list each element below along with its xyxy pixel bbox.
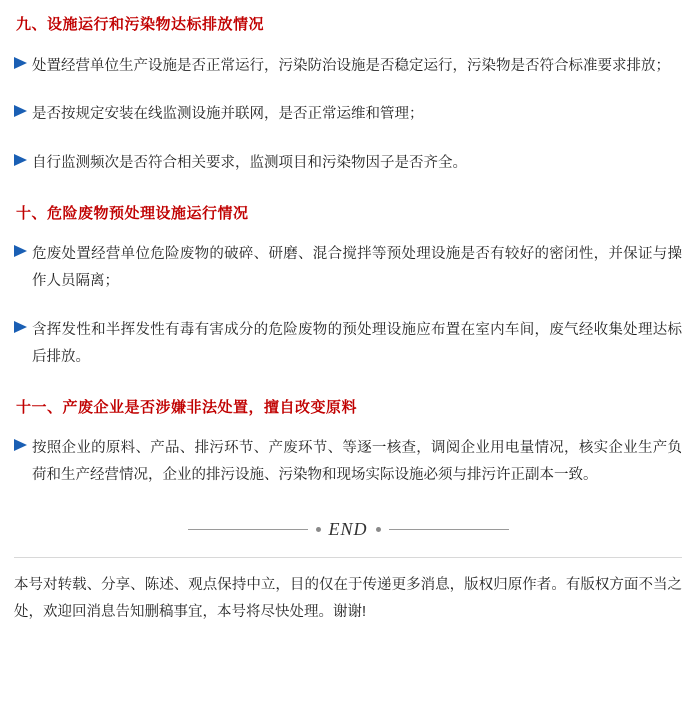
triangle-bullet-icon [14,53,30,69]
triangle-bullet-icon [14,150,30,166]
triangle-bullet-icon [14,435,30,451]
footer-divider [14,557,682,558]
section-heading-11: 十一、产废企业是否涉嫌非法处置，擅自改变原料 [16,398,358,416]
list-item-text: 是否按规定安装在线监测设施并联网，是否正常运维和管理； [32,106,424,123]
list-item [14,150,682,177]
list-item [14,317,682,371]
end-label: END [328,519,368,540]
list-item-text: 自行监测频次是否符合相关要求，监测项目和污染物因子是否齐全。 [32,155,467,172]
list-item-text: 危废处置经营单位危险废物的破碎、研磨、混合搅拌等预处理设施是否有较好的密闭性，并保证与操作人员隔离； [32,246,682,290]
triangle-bullet-icon [14,101,30,117]
list-item-text: 处置经营单位生产设施是否正常运行，污染防治设施是否稳定运行，污染物是否符合标准要求排放； [32,57,670,74]
divider-dot-right [376,527,381,532]
triangle-bullet-icon [14,317,30,333]
section-heading-9: 九、设施运行和污染物达标排放情况 [16,16,265,33]
section-heading-10: 十、危险废物预处理设施运行情况 [16,204,249,222]
triangle-bullet-icon [14,241,30,257]
list-item [14,241,682,295]
list-item [14,435,682,489]
list-item [14,53,682,80]
list-item-text: 按照企业的原料、产品、排污环节、产废环节、等逐一核查，调阅企业用电量情况，核实企业生产负荷和生产经营情况，企业的排污设施、污染物和现场实际设施必须与排污许正副本一致。 [32,440,682,483]
list-item [14,101,682,128]
divider-dot-left [316,527,321,532]
end-divider [14,517,682,543]
divider-line-left [188,529,308,530]
footer-disclaimer: 本号对转载、分享、陈述、观点保持中立，目的仅在于传递更多消息，版权归原作者。有版权方面不当之处，欢迎回消息告知删稿事宜，本号将尽快处理。谢谢! [14,576,682,621]
list-item-text: 含挥发性和半挥发性有毒有害成分的危险废物的预处理设施应布置在室内车间，废气经收集处理达标后排放。 [32,322,682,365]
divider-line-right [389,529,509,530]
